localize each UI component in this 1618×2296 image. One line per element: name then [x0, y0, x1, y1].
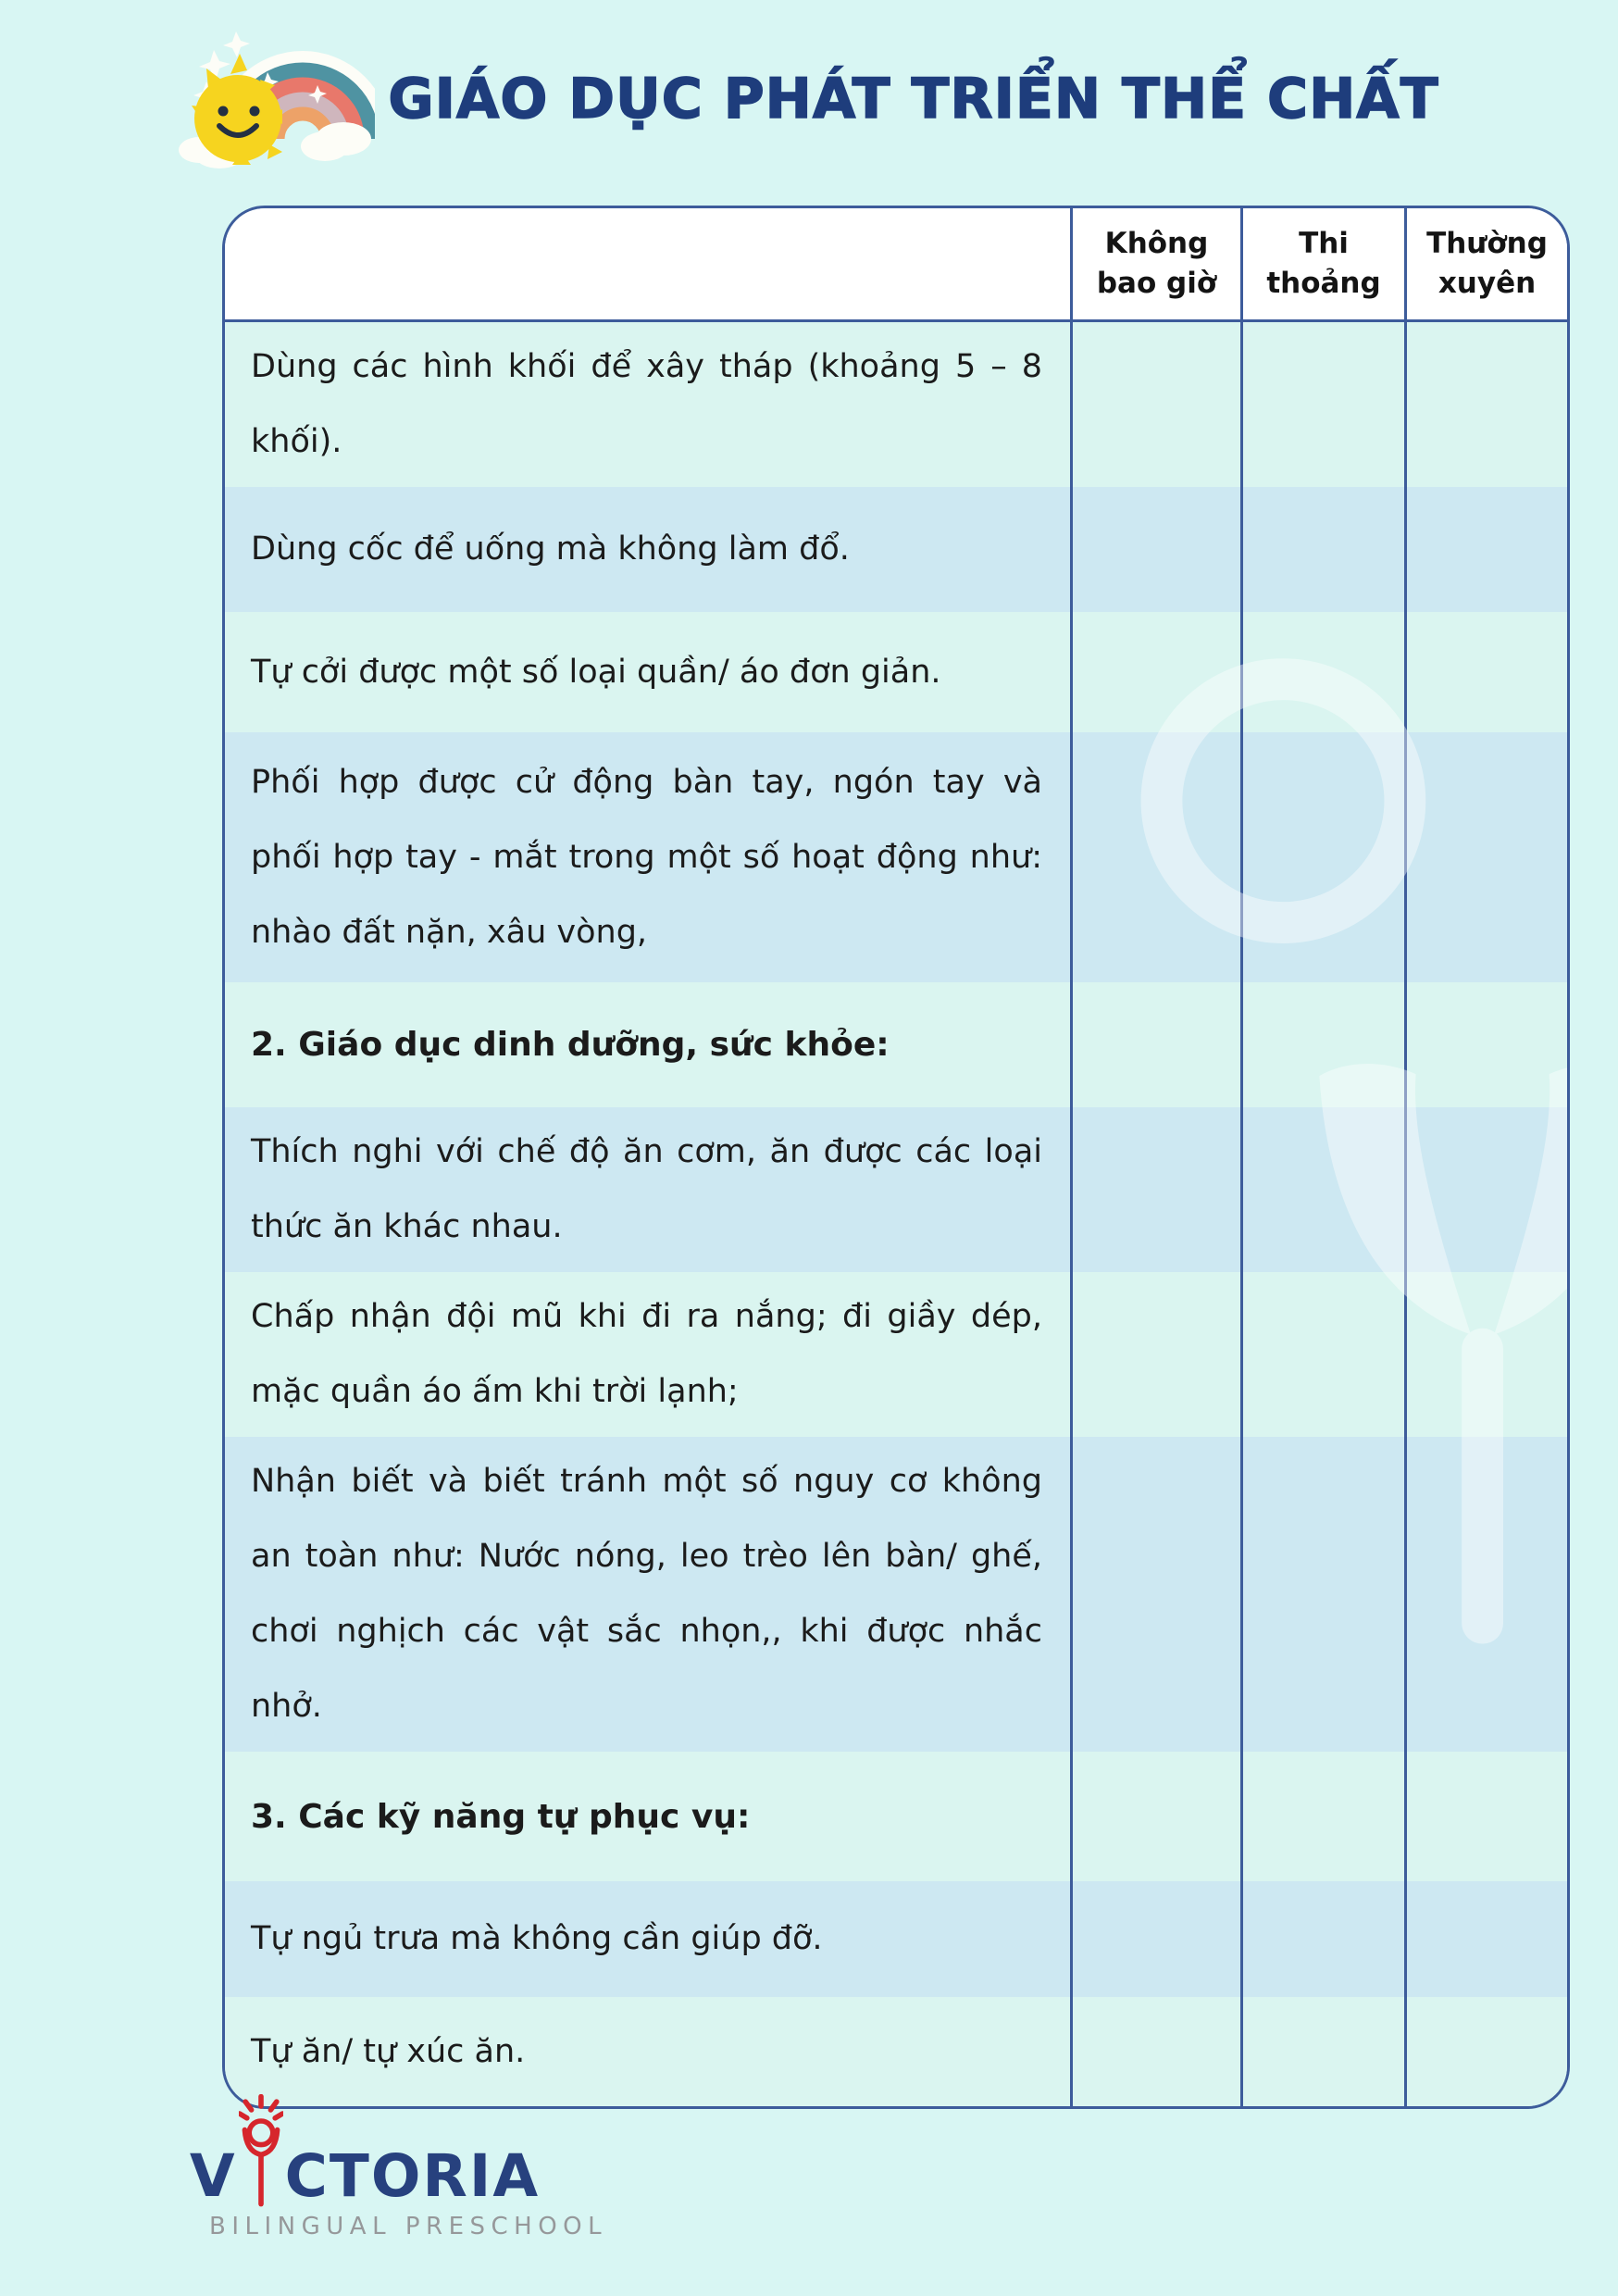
criteria-cell — [225, 1437, 1070, 1752]
criteria-cell — [225, 612, 1070, 732]
logo-subtext: BILINGUAL PRESCHOOL — [209, 2213, 608, 2240]
criteria-cell — [225, 1272, 1070, 1437]
criteria-cell — [225, 1881, 1070, 1997]
table-row — [225, 1107, 1567, 1272]
option-cell-often[interactable] — [1404, 732, 1567, 982]
section-title-cell — [225, 982, 1070, 1107]
option-cell-sometimes[interactable] — [1240, 322, 1404, 487]
table-row — [225, 1881, 1567, 1997]
criteria-text: Tự ăn/ tự xúc ăn. — [251, 2032, 526, 2070]
header-cell-often: Thường xuyên — [1404, 208, 1567, 319]
option-cell-sometimes[interactable] — [1240, 487, 1404, 612]
option-cell-never[interactable] — [1070, 732, 1240, 982]
section-title: 2. Giáo dục dinh dưỡng, sức khỏe: — [251, 1026, 890, 1064]
criteria-text: Dùng cốc để uống mà không làm đổ. — [251, 530, 850, 568]
option-cell-often[interactable] — [1404, 1437, 1567, 1752]
header-cell-never: Không bao giờ — [1070, 208, 1240, 319]
table-row — [225, 612, 1567, 732]
option-cell-never[interactable] — [1070, 982, 1240, 1107]
sun-rainbow-icon — [179, 20, 375, 178]
page-title: GIÁO DỤC PHÁT TRIỂN THỂ CHẤT — [388, 67, 1439, 131]
option-cell-often[interactable] — [1404, 322, 1567, 487]
table-row — [225, 487, 1567, 612]
header-cell-sometimes: Thi thoảng — [1240, 208, 1404, 319]
section-title-cell — [225, 1752, 1070, 1881]
option-cell-sometimes[interactable] — [1240, 612, 1404, 732]
option-cell-never[interactable] — [1070, 1997, 1240, 2106]
criteria-cell — [225, 487, 1070, 612]
criteria-cell — [225, 732, 1070, 982]
criteria-text: Nhận biết và biết tránh một số nguy cơ không an toàn như: Nước nóng, leo trèo lên bàn/ ghế, chơi nghịch các vật sắc nhọn,, khi được nhắc nhở. — [251, 1463, 1042, 1725]
option-cell-sometimes[interactable] — [1240, 1752, 1404, 1881]
criteria-text: Tự cởi được một số loại quần/ áo đơn giản. — [251, 653, 941, 691]
option-cell-never[interactable] — [1070, 487, 1240, 612]
option-cell-never[interactable] — [1070, 1752, 1240, 1881]
criteria-text: Dùng các hình khối để xây tháp (khoảng 5 – 8 khối). — [251, 348, 1042, 460]
option-cell-sometimes[interactable] — [1240, 1997, 1404, 2106]
assessment-table — [222, 206, 1570, 2109]
option-cell-often[interactable] — [1404, 982, 1567, 1107]
criteria-text: Chấp nhận đội mũ khi đi ra nắng; đi giầy dép, mặc quần áo ấm khi trời lạnh; — [251, 1298, 1042, 1410]
option-cell-sometimes[interactable] — [1240, 982, 1404, 1107]
option-cell-often[interactable] — [1404, 612, 1567, 732]
option-cell-often[interactable] — [1404, 1272, 1567, 1437]
criteria-cell — [225, 322, 1070, 487]
section-title: 3. Các kỹ năng tự phục vụ: — [251, 1797, 751, 1836]
header-cell-empty — [225, 208, 1070, 319]
criteria-cell — [225, 1107, 1070, 1272]
logo-text-left: V — [189, 2142, 237, 2210]
section-row — [225, 1752, 1567, 1881]
table-row — [225, 732, 1567, 982]
page-header — [0, 20, 1618, 178]
option-cell-often[interactable] — [1404, 1752, 1567, 1881]
option-cell-often[interactable] — [1404, 487, 1567, 612]
option-cell-never[interactable] — [1070, 1437, 1240, 1752]
option-cell-never[interactable] — [1070, 1272, 1240, 1437]
table-row — [225, 322, 1567, 487]
logo-wordmark — [189, 2094, 541, 2210]
option-cell-sometimes[interactable] — [1240, 732, 1404, 982]
school-logo — [189, 2094, 608, 2240]
option-cell-sometimes[interactable] — [1240, 1881, 1404, 1997]
table-header-row — [225, 208, 1567, 322]
table-row — [225, 1272, 1567, 1437]
option-cell-sometimes[interactable] — [1240, 1437, 1404, 1752]
criteria-text: Thích nghi với chế độ ăn cơm, ăn được các loại thức ăn khác nhau. — [251, 1133, 1042, 1245]
tulip-icon — [239, 2094, 283, 2207]
option-cell-often[interactable] — [1404, 1881, 1567, 1997]
logo-text-right: CTORIA — [284, 2142, 541, 2210]
option-cell-never[interactable] — [1070, 1107, 1240, 1272]
option-cell-sometimes[interactable] — [1240, 1107, 1404, 1272]
option-cell-sometimes[interactable] — [1240, 1272, 1404, 1437]
option-cell-often[interactable] — [1404, 1107, 1567, 1272]
criteria-text: Tự ngủ trưa mà không cần giúp đỡ. — [251, 1920, 823, 1957]
criteria-text: Phối hợp được cử động bàn tay, ngón tay và phối hợp tay - mắt trong một số hoạt động như: nhào đất nặn, xâu vòng, — [251, 763, 1042, 951]
option-cell-never[interactable] — [1070, 322, 1240, 487]
option-cell-never[interactable] — [1070, 612, 1240, 732]
section-row — [225, 982, 1567, 1107]
criteria-cell — [225, 1997, 1070, 2106]
option-cell-never[interactable] — [1070, 1881, 1240, 1997]
option-cell-often[interactable] — [1404, 1997, 1567, 2106]
table-row — [225, 1997, 1567, 2106]
table-row — [225, 1437, 1567, 1752]
